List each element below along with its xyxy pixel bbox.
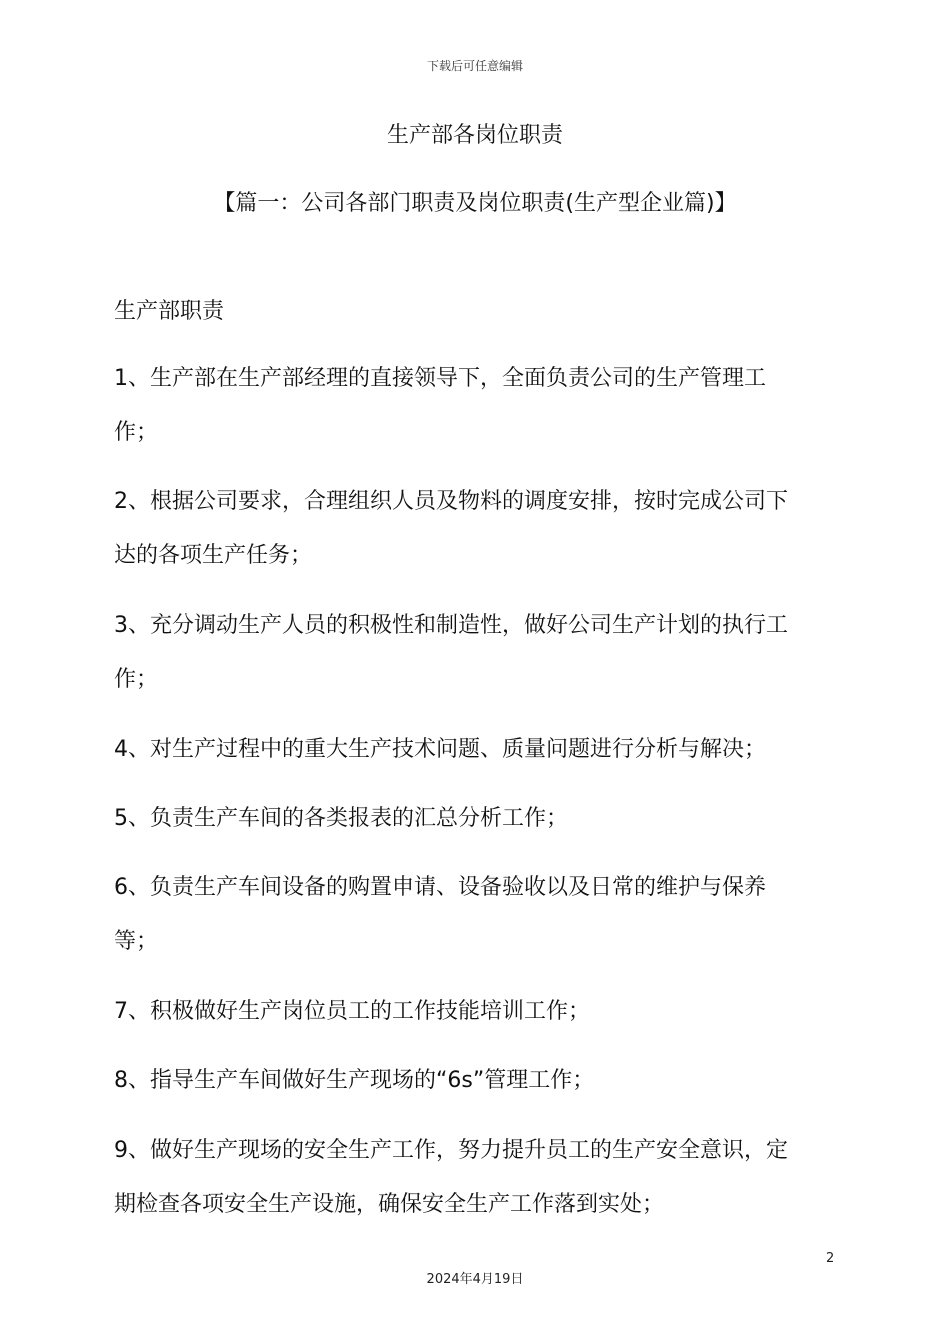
duty-item-1-line1: 1、生产部在生产部经理的直接领导下，全面负责公司的生产管理工 bbox=[114, 366, 766, 391]
duty-item-2-line1: 2、根据公司要求，合理组织人员及物料的调度安排，按时完成公司下 bbox=[114, 489, 788, 514]
duty-item-6-line1: 6、负责生产车间设备的购置申请、设备验收以及日常的维护与保养 bbox=[114, 875, 766, 900]
duty-item-4-line1: 4、对生产过程中的重大生产技术问题、质量问题进行分析与解决； bbox=[114, 737, 766, 762]
duty-item-8 bbox=[114, 1054, 836, 1108]
duty-item-8-line1: 8、指导生产车间做好生产现场的“6s”管理工作； bbox=[114, 1068, 595, 1093]
document-subtitle: 【篇一：公司各部门职责及岗位职责(生产型企业篇)】 bbox=[213, 191, 737, 216]
document-title: 生产部各岗位职责 bbox=[386, 123, 563, 148]
page-number: 2 bbox=[826, 1251, 835, 1266]
duty-item-6-line2: 等； bbox=[114, 929, 159, 954]
duty-item-3-line2: 作； bbox=[114, 667, 159, 692]
duty-item-4 bbox=[114, 723, 836, 777]
duty-item-1-line2: 作； bbox=[114, 420, 159, 445]
duty-item-5 bbox=[114, 792, 836, 846]
duty-item-2-line2: 达的各项生产任务； bbox=[114, 543, 313, 568]
duty-item-6 bbox=[114, 861, 836, 969]
duty-item-1 bbox=[114, 352, 836, 460]
duty-item-7 bbox=[114, 985, 836, 1039]
duty-item-9-line2: 期检查各项安全生产设施，确保安全生产工作落到实处； bbox=[114, 1192, 665, 1217]
duty-item-2 bbox=[114, 475, 836, 583]
duty-item-9-line1: 9、做好生产现场的安全生产工作，努力提升员工的生产安全意识，定 bbox=[114, 1138, 788, 1163]
duty-item-3-line1: 3、充分调动生产人员的积极性和制造性，做好公司生产计划的执行工 bbox=[114, 613, 788, 638]
duty-item-9 bbox=[114, 1124, 836, 1232]
duty-item-3 bbox=[114, 599, 836, 707]
section-heading: 生产部职责 bbox=[114, 299, 225, 324]
page-header-note: 下载后可任意编辑 bbox=[426, 59, 523, 73]
duty-item-7-line1: 7、积极做好生产岗位员工的工作技能培训工作； bbox=[114, 999, 590, 1024]
duty-item-5-line1: 5、负责生产车间的各类报表的汇总分析工作； bbox=[114, 806, 568, 831]
footer-date: 2024年4月19日 bbox=[426, 1272, 524, 1287]
